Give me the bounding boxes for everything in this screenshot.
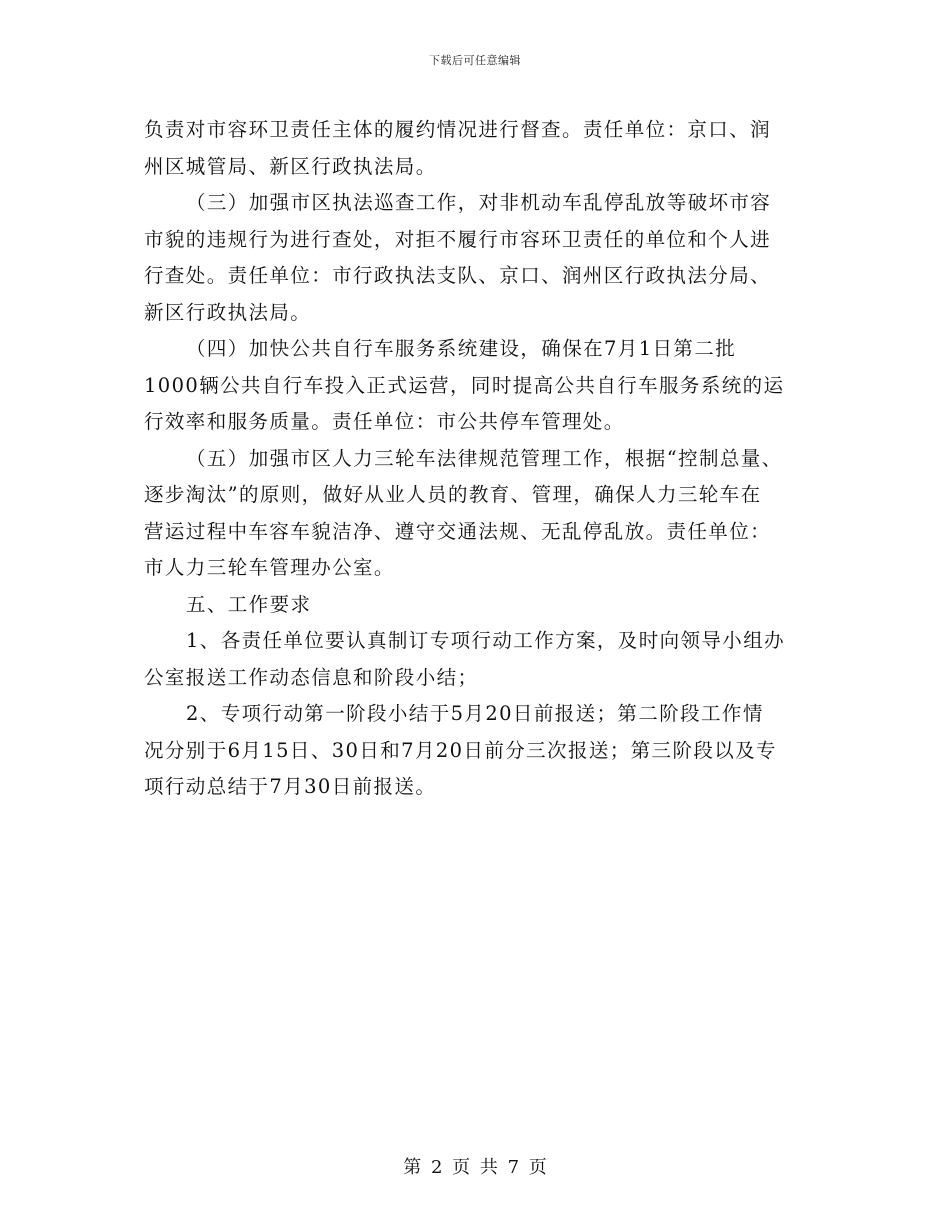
text-line: 五、工作要求 xyxy=(186,592,312,616)
text-line: 逐步淘汰”的原则，做好从业人员的教育、管理，确保人力三轮车在 xyxy=(144,483,762,506)
text-line: （三）加强市区执法巡查工作，对非机动车乱停乱放等破坏市容 xyxy=(186,191,772,214)
text-line: 2、专项行动第一阶段小结于5月20日前报送；第二阶段工作情 xyxy=(186,702,764,725)
text-line: 市貌的违规行为进行查处，对拒不履行市容环卫责任的单位和个人进 xyxy=(144,227,772,251)
text-line: 1、各责任单位要认真制订专项行动工作方案，及时向领导小组办 xyxy=(186,629,786,652)
text-line: 新区行政执法局。 xyxy=(144,300,312,324)
text-line: 项行动总结于7月30日前报送。 xyxy=(144,775,437,798)
text-line: 市人力三轮车管理办公室。 xyxy=(144,556,395,579)
text-line: 负责对市容环卫责任主体的履约情况进行督查。责任单位：京口、润 xyxy=(144,118,772,141)
text-line: 州区城管局、新区行政执法局。 xyxy=(144,154,437,178)
text-line: （五）加强市区人力三轮车法律规范管理工作，根据“控制总量、 xyxy=(186,446,783,470)
text-line: （四）加快公共自行车服务系统建设，确保在7月1日第二批 xyxy=(186,337,737,360)
text-line: 行查处。责任单位：市行政执法支队、京口、润州区行政执法分局、 xyxy=(144,264,772,287)
text-line: 营运过程中车容车貌洁净、遵守交通法规、无乱停乱放。责任单位： xyxy=(144,519,772,543)
page-header: 下载后可任意编辑 xyxy=(429,54,521,67)
document-body xyxy=(144,112,810,806)
page-footer: 第 2 页 共 7 页 xyxy=(403,1157,547,1178)
text-line: 行效率和服务质量。责任单位：市公共停车管理处。 xyxy=(144,410,625,433)
text-line: 况分别于6月15日、30日和7月20日前分三次报送；第三阶段以及专 xyxy=(144,738,777,762)
text-line: 公室报送工作动态信息和阶段小结； xyxy=(144,665,479,689)
text-line: 1000辆公共自行车投入正式运营，同时提高公共自行车服务系统的运 xyxy=(144,373,785,397)
